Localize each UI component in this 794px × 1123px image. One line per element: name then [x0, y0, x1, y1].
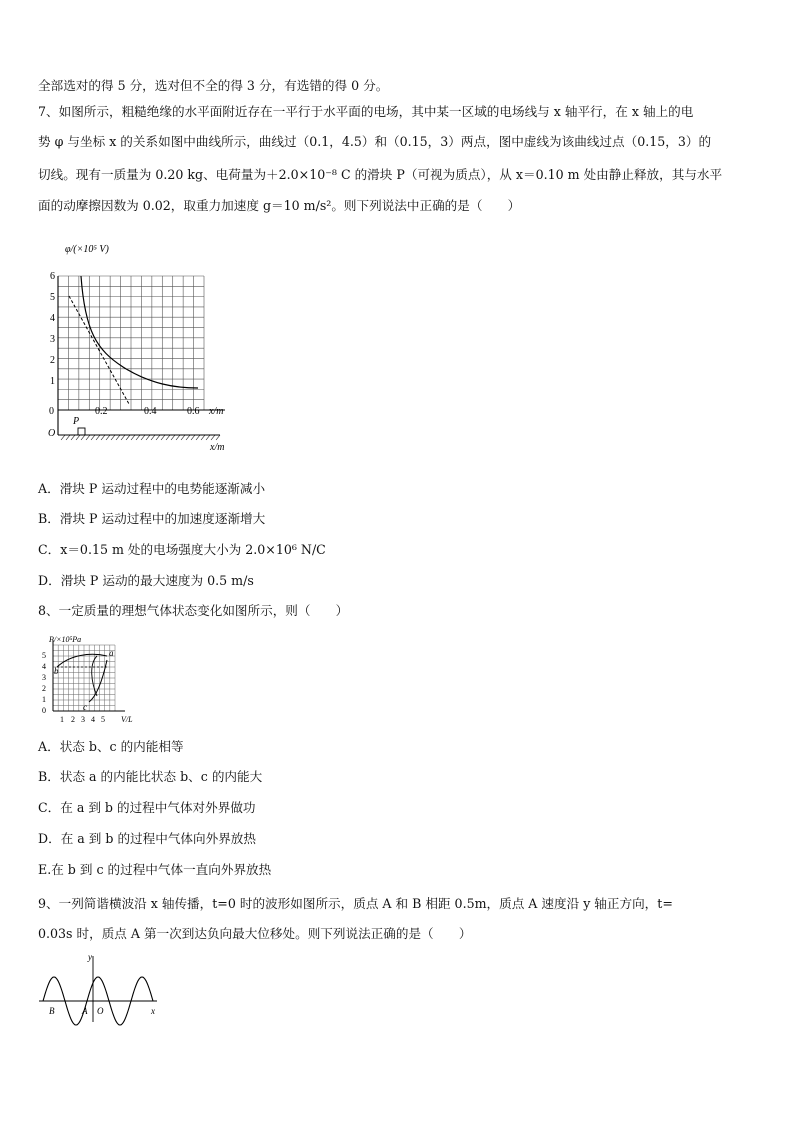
fig1-hatch-mark: [61, 435, 65, 440]
fig1-hatch-mark: [166, 435, 170, 440]
fig3-label-a: A: [82, 1006, 88, 1016]
fig1-hatch-mark: [201, 435, 205, 440]
q9-line-1: 9、一列简谐横波沿 x 轴传播，t=0 时的波形如图所示，质点 A 和 B 相距 0.5m，质点 A 速度沿 y 轴正方向，t=: [38, 896, 673, 911]
fig1-hatch-mark: [66, 435, 70, 440]
fig2-ytick-0: 0: [42, 706, 46, 715]
fig2-point-c: c: [83, 702, 87, 712]
fig1-ytick-6: 6: [50, 271, 55, 282]
fig2-ytick-1: 1: [42, 695, 46, 704]
fig1-hatch-mark: [131, 435, 135, 440]
fig2-xtick-4: 4: [91, 715, 95, 724]
fig2-lower-path: [89, 660, 107, 702]
fig1-hatch-mark: [71, 435, 75, 440]
figure-potential-graph: [35, 232, 245, 457]
fig1-hatch-mark: [186, 435, 190, 440]
fig2-ytick-3: 3: [42, 673, 46, 682]
fig1-ytick-1: 1: [50, 376, 55, 387]
q7-line-2: 势 φ 与坐标 x 的关系如图中曲线所示，曲线过（0.1，4.5）和（0.15，3）两点，图中虚线为该曲线过点（0.15，3）的: [38, 134, 712, 149]
fig1-xtick-0: 0: [49, 406, 54, 417]
fig1-hatch-mark: [111, 435, 115, 440]
fig1-hatch-mark: [146, 435, 150, 440]
fig1-ytick-5: 5: [50, 292, 55, 303]
q8-option-b: B．状态 a 的内能比状态 b、c 的内能大: [38, 769, 263, 784]
q8-option-d: D．在 a 到 b 的过程中气体向外界放热: [38, 831, 256, 846]
fig2-ytick-5: 5: [42, 651, 46, 660]
q7-option-c: C．x＝0.15 m 处的电场强度大小为 2.0×10⁶ N/C: [38, 542, 326, 557]
fig1-block-label: P: [73, 416, 80, 427]
fig1-tangent-line: [69, 296, 129, 404]
fig2-xtick-3: 3: [81, 715, 85, 724]
fig2-ytick-2: 2: [42, 684, 46, 693]
fig1-hatch-mark: [141, 435, 145, 440]
fig2-ytick-4: 4: [42, 662, 46, 671]
fig1-hatch-mark: [86, 435, 90, 440]
fig2-point-a: a: [109, 648, 114, 658]
fig3-ylabel: y: [88, 952, 92, 962]
fig2-ylabel: P/×10⁵Pa: [49, 635, 82, 644]
fig1-hatch-mark: [76, 435, 80, 440]
fig1-hatch-mark: [176, 435, 180, 440]
figure-wave: [35, 948, 165, 1028]
fig1-hatch-mark: [196, 435, 200, 440]
q7-line-4: 面的动摩擦因数为 0.02，取重力加速度 g＝10 m/s²。则下列说法中正确的是（ ）: [38, 198, 521, 213]
fig1-ytick-3: 3: [50, 334, 55, 345]
fig1-hatch-mark: [121, 435, 125, 440]
q7-option-a: A．滑块 P 运动过程中的电势能逐渐减小: [38, 481, 266, 496]
fig2-xtick-1: 1: [60, 715, 64, 724]
fig1-hatch-mark: [211, 435, 215, 440]
fig1-curve: [81, 276, 198, 388]
fig3-label-b: B: [49, 1006, 55, 1016]
fig1-origin: O: [48, 428, 56, 439]
fig1-ground-hatch: [61, 435, 220, 440]
q7-line-1: 7、如图所示，粗糙绝缘的水平面附近存在一平行于水平面的电场，其中某一区域的电场线与 x 轴平行，在 x 轴上的电: [38, 104, 694, 119]
fig1-hatch-mark: [151, 435, 155, 440]
fig2-point-b: b: [54, 666, 59, 676]
fig1-hatch-mark: [181, 435, 185, 440]
fig1-hatch-mark: [206, 435, 210, 440]
fig1-hatch-mark: [106, 435, 110, 440]
fig1-block: [78, 428, 85, 435]
fig1-hatch-mark: [216, 435, 220, 440]
fig1-hatch-mark: [161, 435, 165, 440]
q8-option-e: E.在 b 到 c 的过程中气体一直向外界放热: [38, 862, 272, 877]
fig1-hatch-mark: [171, 435, 175, 440]
fig1-hatch-mark: [126, 435, 130, 440]
q9-line-2: 0.03s 时，质点 A 第一次到达负向最大位移处。则下列说法正确的是（ ）: [38, 926, 472, 941]
fig1-hatch-mark: [156, 435, 160, 440]
fig2-xtick-2: 2: [71, 715, 75, 724]
fig2-xtick-5: 5: [101, 715, 105, 724]
fig1-hatch-mark: [96, 435, 100, 440]
q8-option-a: A．状态 b、c 的内能相等: [38, 739, 184, 754]
q7-option-b: B．滑块 P 运动过程中的加速度逐渐增大: [38, 511, 266, 526]
fig1-hatch-mark: [101, 435, 105, 440]
figure-pv-diagram: [35, 630, 150, 725]
q8-option-c: C．在 a 到 b 的过程中气体对外界做功: [38, 800, 256, 815]
fig1-grid: [58, 276, 204, 410]
q6-tail: 全部选对的得 5 分，选对但不全的得 3 分，有选错的得 0 分。: [38, 78, 389, 93]
fig3-label-o: O: [97, 1006, 104, 1016]
fig1-ytick-4: 4: [50, 313, 55, 324]
fig1-xlabel: x/m: [209, 406, 224, 417]
fig1-hatch-mark: [191, 435, 195, 440]
fig1-hatch-mark: [116, 435, 120, 440]
fig1-ylabel: φ/(×10⁵ V): [65, 244, 109, 255]
q7-option-d: D．滑块 P 运动的最大速度为 0.5 m/s: [38, 573, 254, 588]
fig1-xtick-06: 0.6: [187, 406, 200, 417]
fig1-ytick-2: 2: [50, 355, 55, 366]
fig2-xlabel: V/L: [121, 715, 133, 724]
q7-line-3: 切线。现有一质量为 0.20 kg、电荷量为＋2.0×10⁻⁸ C 的滑块 P（可视为质点），从 x＝0.10 m 处由静止释放，其与水平: [38, 167, 723, 182]
q8-stem: 8、一定质量的理想气体状态变化如图所示，则（ ）: [38, 603, 349, 618]
fig1-xlabel-2: x/m: [210, 442, 225, 453]
fig1-hatch-mark: [81, 435, 85, 440]
fig1-xtick-04: 0.4: [144, 406, 157, 417]
fig3-xlabel: x: [151, 1006, 155, 1016]
fig1-hatch-mark: [136, 435, 140, 440]
fig1-hatch-mark: [91, 435, 95, 440]
fig1-xtick-02: 0.2: [95, 406, 108, 417]
